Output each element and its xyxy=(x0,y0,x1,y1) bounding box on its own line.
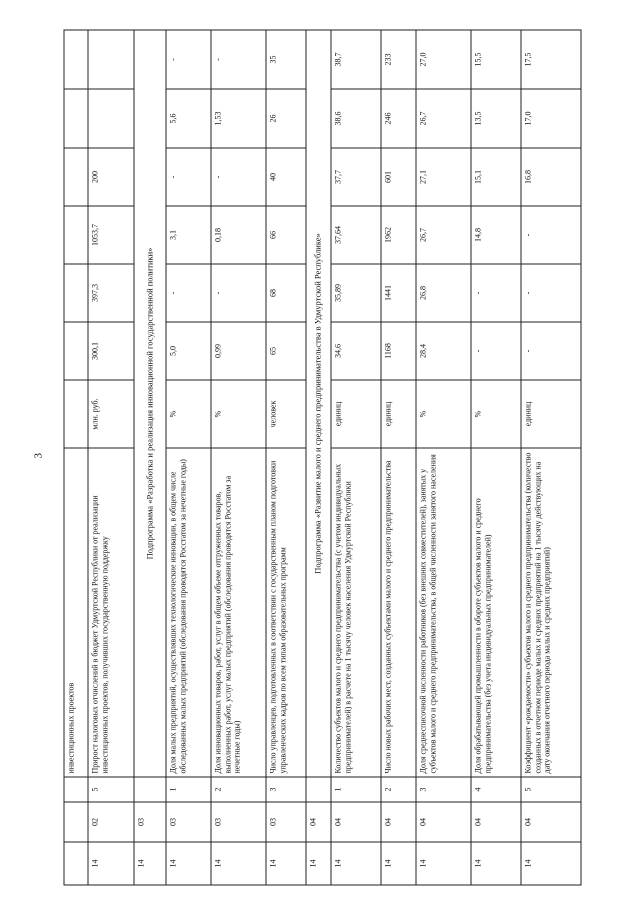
value-cell: 27,0 xyxy=(416,30,471,89)
subprogram-code-cell: 04 xyxy=(471,802,521,842)
value-cell: 26,8 xyxy=(416,264,471,322)
table-row xyxy=(521,30,581,885)
value-cell: 1441 xyxy=(381,264,416,322)
value-cell: 1,53 xyxy=(211,89,266,148)
indicator-number-cell xyxy=(134,777,166,802)
value-cell: 397,3 xyxy=(88,264,134,322)
value-cell: 26 xyxy=(266,89,306,148)
subprogram-code-cell: 04 xyxy=(331,802,381,842)
subprogram-code-cell: 04 xyxy=(381,802,416,842)
value-cell: - xyxy=(211,264,266,322)
value-cell: 38,6 xyxy=(331,89,381,148)
value-cell: 5,0 xyxy=(166,322,211,380)
value-cell: 28,4 xyxy=(416,322,471,380)
unit-cell: % xyxy=(211,380,266,448)
value-cell: 37,7 xyxy=(331,148,381,206)
program-code-cell: 14 xyxy=(471,842,521,885)
value-cell xyxy=(64,264,88,322)
indicator-name-cell: Число новых рабочих мест, созданных субъектами малого и среднего предпринимательства xyxy=(381,448,416,777)
value-cell: 0,18 xyxy=(211,206,266,264)
value-cell: 233 xyxy=(381,30,416,89)
program-code-cell: 14 xyxy=(88,842,134,885)
table-row xyxy=(381,30,416,885)
value-cell xyxy=(88,89,134,148)
value-cell: 17,0 xyxy=(521,89,581,148)
indicator-number-cell: 2 xyxy=(381,777,416,802)
value-cell xyxy=(64,322,88,380)
value-cell: 65 xyxy=(266,322,306,380)
value-cell: 17,5 xyxy=(521,30,581,89)
table-row xyxy=(88,30,134,885)
program-code-cell xyxy=(64,842,88,885)
table-row xyxy=(416,30,471,885)
value-cell: 68 xyxy=(266,264,306,322)
unit-cell: единиц xyxy=(521,380,581,448)
subprogram-code-cell: 03 xyxy=(134,802,166,842)
value-cell: - xyxy=(166,148,211,206)
unit-cell: млн. руб. xyxy=(88,380,134,448)
value-cell: - xyxy=(521,322,581,380)
program-code-cell: 14 xyxy=(381,842,416,885)
value-cell xyxy=(64,206,88,264)
value-cell xyxy=(64,148,88,206)
value-cell: - xyxy=(471,264,521,322)
indicator-number-cell xyxy=(64,777,88,802)
indicator-name-cell: Доля инновационных товаров, работ, услуг в общем объеме отгруженных товаров, выполненных работ, услуг малых предприятий (обследования проводятся Росстатом за нечетные годы) xyxy=(211,448,266,777)
value-cell: - xyxy=(521,206,581,264)
indicator-name-cell: Число управленцев, подготовленных в соответствии с государственным планом подготовки управленческих кадров по всем типам образовательных программ xyxy=(266,448,306,777)
indicator-name-cell: Коэффициент «рождаемости» субъектов малого и среднего предпринимательства (количество созданных в отчетном периоде малых и средних предприятий на 1 тысячу действующих на дату окончания отчетного периода малых и средних предприятий) xyxy=(521,448,581,777)
value-cell xyxy=(64,30,88,89)
value-cell: 1053,7 xyxy=(88,206,134,264)
value-cell: - xyxy=(521,264,581,322)
unit-cell: % xyxy=(416,380,471,448)
value-cell xyxy=(88,30,134,89)
subprogram-row xyxy=(306,30,331,885)
indicator-name-cell: Количество субъектов малого и среднего предпринимательства (с учетом индивидуальных предпринимателей) в расчете на 1 тысячу человек населения Удмуртской Республики xyxy=(331,448,381,777)
value-cell: - xyxy=(471,322,521,380)
value-cell: - xyxy=(166,264,211,322)
value-cell: - xyxy=(211,148,266,206)
subprogram-code-cell: 02 xyxy=(88,802,134,842)
program-code-cell: 14 xyxy=(416,842,471,885)
subprogram-title: Подпрограмма «Развитие малого и среднего предпринимательства в Удмуртской Республике» xyxy=(306,30,331,777)
indicator-number-cell: 1 xyxy=(331,777,381,802)
indicator-number-cell: 5 xyxy=(88,777,134,802)
program-code-cell: 14 xyxy=(266,842,306,885)
table-row xyxy=(64,30,88,885)
unit-cell: человек xyxy=(266,380,306,448)
unit-cell xyxy=(64,380,88,448)
value-cell xyxy=(64,89,88,148)
indicator-name-cell: Прирост налоговых отчислений в бюджет Удмуртской Республики от реализации инвестиционных проектов, получивших государственную поддержку xyxy=(88,448,134,777)
subprogram-code-cell: 03 xyxy=(166,802,211,842)
value-cell: 3,1 xyxy=(166,206,211,264)
value-cell: 601 xyxy=(381,148,416,206)
indicator-name-cell: Доля среднесписочной численности работников (без внешних совместителей), занятых у субъектов малого и среднего предпринимательства, в общей численности занятого населения xyxy=(416,448,471,777)
value-cell: 15,1 xyxy=(471,148,521,206)
value-cell: 13,5 xyxy=(471,89,521,148)
program-code-cell: 14 xyxy=(211,842,266,885)
indicator-name-cell: Доля обрабатывающей промышленности в обороте субъектов малого и среднего предпринимательства (без учета индивидуальных предпринимателей) xyxy=(471,448,521,777)
value-cell: - xyxy=(211,30,266,89)
program-code-cell: 14 xyxy=(166,842,211,885)
table-row xyxy=(166,30,211,885)
value-cell: 37,64 xyxy=(331,206,381,264)
value-cell: 27,1 xyxy=(416,148,471,206)
indicator-name-cell: Доля малых предприятий, осуществлявших технологические инновации, в общем числе обследованных малых предприятий (обследования проводятся Росстатом за нечетные годы) xyxy=(166,448,211,777)
value-cell: 1962 xyxy=(381,206,416,264)
value-cell: - xyxy=(166,30,211,89)
indicator-number-cell: 2 xyxy=(211,777,266,802)
subprogram-code-cell: 03 xyxy=(211,802,266,842)
value-cell: 5,6 xyxy=(166,89,211,148)
subprogram-code-cell: 04 xyxy=(306,802,331,842)
value-cell: 38,7 xyxy=(331,30,381,89)
value-cell: 34,6 xyxy=(331,322,381,380)
value-cell: 26,7 xyxy=(416,206,471,264)
value-cell: 300,1 xyxy=(88,322,134,380)
value-cell: 14,8 xyxy=(471,206,521,264)
value-cell: 35,89 xyxy=(331,264,381,322)
indicator-number-cell: 3 xyxy=(266,777,306,802)
indicator-number-cell: 3 xyxy=(416,777,471,802)
value-cell: 0,99 xyxy=(211,322,266,380)
program-code-cell: 14 xyxy=(306,842,331,885)
subprogram-code-cell: 03 xyxy=(266,802,306,842)
table-row xyxy=(266,30,306,885)
subprogram-title: Подпрограмма «Разработка и реализация инновационной государственной политики» xyxy=(134,30,166,777)
table-row xyxy=(471,30,521,885)
indicator-number-cell xyxy=(306,777,331,802)
value-cell: 15,5 xyxy=(471,30,521,89)
value-cell: 35 xyxy=(266,30,306,89)
value-cell: 40 xyxy=(266,148,306,206)
indicator-number-cell: 4 xyxy=(471,777,521,802)
value-cell: 16,8 xyxy=(521,148,581,206)
subprogram-row xyxy=(134,30,166,885)
value-cell: 1168 xyxy=(381,322,416,380)
subprogram-code-cell xyxy=(64,802,88,842)
unit-cell: единиц xyxy=(381,380,416,448)
table-row xyxy=(211,30,266,885)
value-cell: 26,7 xyxy=(416,89,471,148)
indicators-table xyxy=(63,29,581,885)
indicator-number-cell: 5 xyxy=(521,777,581,802)
value-cell: 66 xyxy=(266,206,306,264)
subprogram-code-cell: 04 xyxy=(521,802,581,842)
program-code-cell: 14 xyxy=(134,842,166,885)
program-code-cell: 14 xyxy=(521,842,581,885)
page-number: 3 xyxy=(32,452,44,458)
unit-cell: % xyxy=(166,380,211,448)
subprogram-code-cell: 04 xyxy=(416,802,471,842)
indicator-number-cell: 1 xyxy=(166,777,211,802)
indicator-name-cell: инвестиционных проектов xyxy=(64,448,88,777)
value-cell: 246 xyxy=(381,89,416,148)
table-row xyxy=(331,30,381,885)
program-code-cell: 14 xyxy=(331,842,381,885)
unit-cell: % xyxy=(471,380,521,448)
unit-cell: единиц xyxy=(331,380,381,448)
value-cell: 200 xyxy=(88,148,134,206)
